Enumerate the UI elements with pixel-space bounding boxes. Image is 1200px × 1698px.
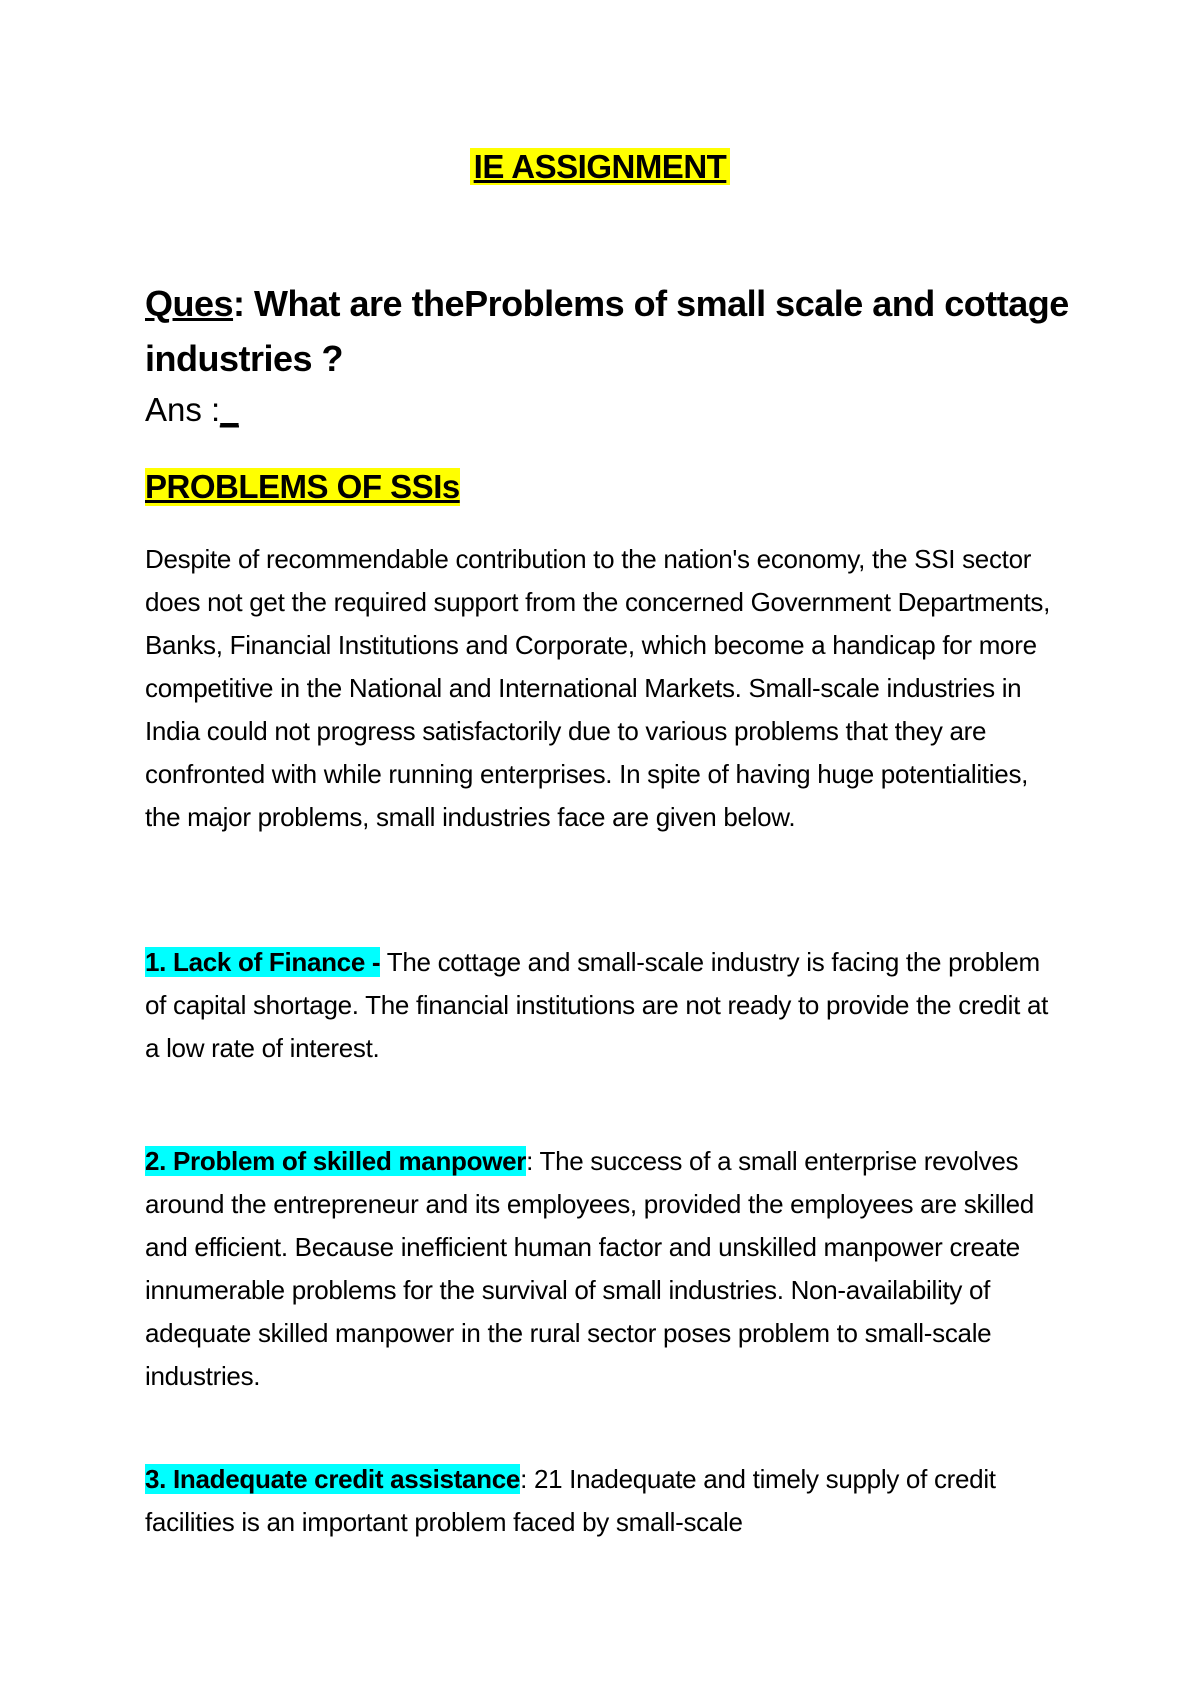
point-2-heading: 2. Problem of skilled manpower xyxy=(145,1146,527,1176)
point-1-text: The cottage and small-scale industry is facing the problem of capital shortage. The financial institutions are not ready to provide the credit at a low rate of interest. xyxy=(145,947,1049,1063)
question xyxy=(145,276,1075,386)
point-1-paragraph xyxy=(145,941,1065,1070)
intro-paragraph: Despite of recommendable contribution to the nation's economy, the SSI sector does not get the required support from the concerned Government Departments, Banks, Financial Institutions and Corporate, which become a handicap for more competitive in the National and International Markets. Small-scale industries in India could not progress satisfactorily due to various problems that they are confronted with while running enterprises. In spite of having huge potentialities, the major problems, small industries face are given below. xyxy=(145,544,1051,832)
document-title: IE ASSIGNMENT xyxy=(470,148,731,185)
question-text: : What are theProblems of small scale and cottage industries ? xyxy=(145,283,1069,379)
answer-label: Ans : xyxy=(145,391,221,428)
point-3-heading: 3. Inadequate credit assistance xyxy=(145,1464,521,1494)
question-label: Ques xyxy=(145,283,234,324)
answer-underscore: _ xyxy=(220,391,239,428)
point-3-paragraph xyxy=(145,1458,1065,1544)
point-3-text: : 21 Inadequate and timely supply of credit facilities is an important problem faced by small-scale xyxy=(145,1464,996,1537)
point-2-text: : The success of a small enterprise revolves around the entrepreneur and its employees, provided the employees are skilled and efficient. Because inefficient human factor and unskilled manpower create innumerable problems for the survival of small industries. Non-availability of adequate skilled manpower in the rural sector poses problem to small-scale industries. xyxy=(145,1146,1034,1391)
answer-label-line xyxy=(145,390,239,430)
point-1-heading: 1. Lack of Finance - xyxy=(145,947,381,977)
point-2-paragraph xyxy=(145,1140,1065,1398)
section-heading: PROBLEMS OF SSIs xyxy=(145,468,460,505)
title-container xyxy=(0,148,1200,186)
